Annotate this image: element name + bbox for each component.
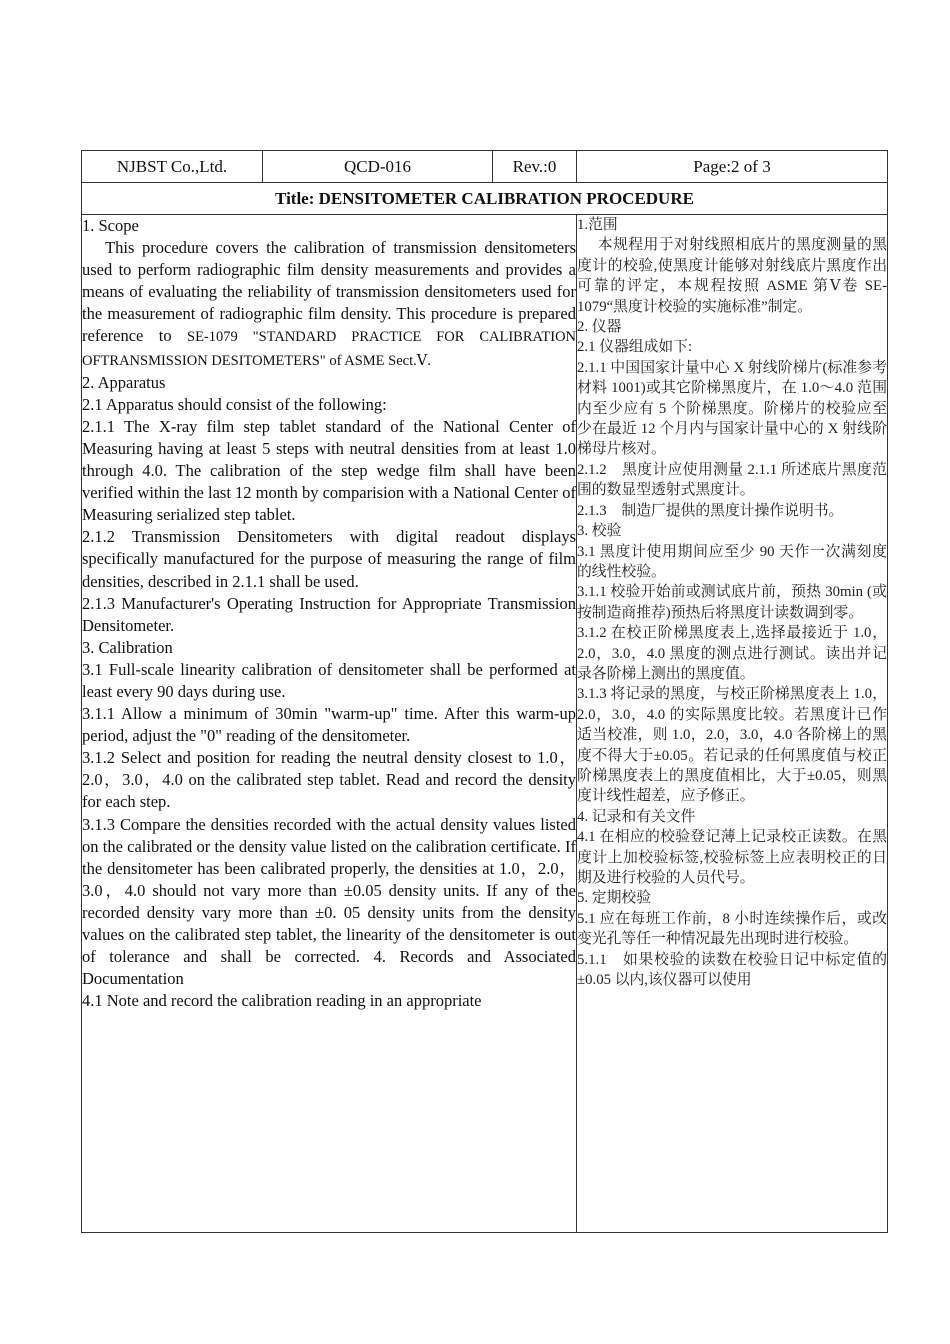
header-row [82, 151, 888, 183]
zh-scope-heading: 1.范围 [577, 217, 618, 233]
en-apparatus-2-1-1: 2.1.1 The X-ray film step tablet standard of the National Center of Measuring having at least 5 steps with neutral densities from at least 1.0 through 4.0. The calibration of the step wedge film shall have been verified within the last 12 month by comparision with a National Center of Measuring serialized step tablet. [82, 416, 576, 525]
page-number-cell: Page:2 of 3 [577, 151, 888, 183]
zh-periodic-5-1: 5.1 应在每班工作前，8 小时连续操作后，或改变光孔等任一种情况最先出现时进行校验。 [577, 910, 887, 948]
en-calibration-3-1-2: 3.1.2 Select and position for reading the neutral density closest to 1.0，2.0，3.0，4.0 on the calibrated step tablet. Read and record the density for each step. [82, 748, 576, 812]
en-calibration-3-1-1: 3.1.1 Allow a minimum of 30min "warm-up" time. After this warm-up period, adjust the "0" reading of the densitometer. [82, 704, 576, 746]
procedure-table [81, 150, 888, 1233]
en-scope-text [82, 237, 576, 372]
en-calibration-3-1: 3.1 Full-scale linearity calibration of densitometer shall be performed at least every 90 days during use. [82, 659, 576, 701]
company-cell: NJBST Co.,Ltd. [82, 151, 263, 183]
body-row [82, 215, 888, 1233]
en-scope-heading: 1. Scope [82, 216, 139, 235]
zh-periodic-5-1-1: 5.1.1 如果校验的读数在校验日记中标定值的±0.05 以内,该仪器可以使用 [577, 951, 887, 989]
english-column [82, 215, 577, 1233]
zh-calibration-3-1-1: 3.1.1 校验开始前或测试底片前，预热 30min (或按制造商推荐)预热后将黑度计读数调到零。 [577, 584, 887, 621]
zh-calibration-heading: 3. 校验 [577, 523, 622, 540]
en-scope-text-a: This procedure covers the calibration of transmission densitometers used to perform radiographic film density measurements and provides a means of evaluating the reliability of transmission densitometers used for the measurement of radiographic film density. This procedure is prepared reference to [82, 238, 576, 346]
zh-periodic-heading: 5. 定期校验 [577, 890, 651, 907]
en-apparatus-2-1-3: 2.1.3 Manufacturer's Operating Instruction for Appropriate Transmission Densitometer. [82, 593, 576, 635]
zh-calibration-3-1-3: 3.1.3 将记录的黑度，与校正阶梯黑度表上 1.0，2.0，3.0，4.0 的实际黑度比较。若黑度计已作适当校准，则 1.0，2.0，3.0，4.0 各阶梯上的黑度不得大于±0.05。若记录的任何黑度值与校正阶梯黑度表上的黑度值相比，大于±0.05，则黑度计线性超差，应予修正。 [577, 686, 887, 805]
en-calibration-heading: 3. Calibration [82, 637, 173, 657]
chinese-column [577, 215, 888, 1233]
en-calibration-3-1-3: 3.1.3 Compare the densities recorded with the actual density values listed on the calibrated or the density value listed on the calibration certificate. If the densitometer has been calibrated properly, the densities at 1.0，2.0，3.0，4.0 should not vary more than ±0.05 density units. If any of the recorded density vary more than ±0. 05 density units from the density values on the calibrated step tablet, the linearity of the densitometer is out of tolerance and shall be corrected. 4. Records and Associated Documentation [82, 814, 576, 989]
document-title: Title: DENSITOMETER CALIBRATION PROCEDURE [82, 183, 888, 215]
en-apparatus-heading: 2. Apparatus [82, 372, 166, 392]
zh-calibration-3-1: 3.1 黑度计使用期间应至少 90 天作一次满刻度的线性校验。 [577, 543, 887, 580]
zh-apparatus-2-1-1: 2.1.1 中国国家计量中心 X 射线阶梯片(标准参考材料 1001)或其它阶梯黑度片，在 1.0～4.0 范围内至少应有 5 个阶梯黑度。阶梯片的校验应至少在最近 12 个月内与国家计量中心的 X 射线阶梯母片核对。 [577, 359, 887, 458]
zh-records-heading: 4. 记录和有关文件 [577, 808, 696, 825]
doc-number-cell: QCD-016 [263, 151, 493, 183]
zh-scope-text: 本规程用于对射线照相底片的黑度测量的黑度计的校验,使黑度计能够对射线底片黑度作出可靠的评定，本规程按照 ASME 第Ⅴ卷 SE-1079“黑度计校验的实施标准”制定。 [577, 237, 887, 315]
revision-cell: Rev.:0 [493, 151, 577, 183]
zh-records-4-1: 4.1 在相应的校验登记薄上记录校正读数。在黑度计上加校验标签,校验标签上应表明校正的日期及进行校验的人员代号。 [577, 829, 887, 886]
zh-apparatus-2-1: 2.1 仪器组成如下: [577, 339, 693, 356]
zh-apparatus-2-1-3: 2.1.3 制造厂提供的黑度计操作说明书。 [577, 502, 844, 519]
title-row [82, 183, 888, 215]
zh-calibration-3-1-2: 3.1.2 在校正阶梯黑度表上,选择最接近于 1.0，2.0，3.0，4.0 黑度的测点进行测试。读出并记录各阶梯上测出的黑度值。 [577, 625, 887, 682]
en-records-4-1: 4.1 Note and record the calibration reading in an appropriate [82, 991, 482, 1011]
zh-apparatus-2-1-2: 2.1.2 黑度计应使用测量 2.1.1 所述底片黑度范围的数显型透射式黑度计。 [577, 461, 887, 499]
en-apparatus-2-1: 2.1 Apparatus should consist of the following: [82, 394, 387, 414]
en-apparatus-2-1-2: 2.1.2 Transmission Densitometers with digital readout displays specifically manufactured for the purpose of measuring the range of film densities, described in 2.1.1 shall be used. [82, 527, 576, 591]
zh-apparatus-heading: 2. 仪器 [577, 319, 622, 336]
en-scope-text-b: SE-1079 "STANDARD PRACTICE FOR CALIBRATION OFTRANSMISSION DESITOMETERS" of ASME Sect.Ⅴ. [82, 329, 577, 369]
